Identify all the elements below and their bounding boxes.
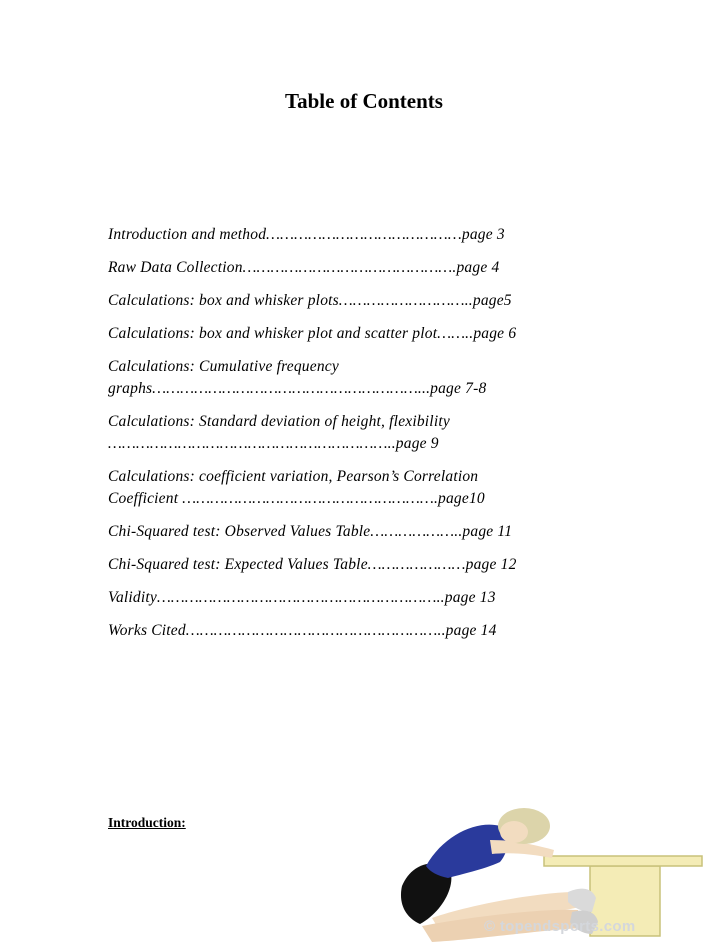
- toc-entry-text: Calculations: Standard deviation of height, flexibility: [108, 413, 450, 430]
- toc-entry-coefficient-variation[interactable]: [108, 466, 628, 510]
- table-of-contents: [108, 224, 628, 642]
- toc-entry-text: Chi-Squared test: Expected Values Table…………………page 12: [108, 556, 517, 573]
- toc-entry-introduction[interactable]: [108, 224, 628, 246]
- toc-entry-text: Calculations: box and whisker plots………………………..page5: [108, 292, 512, 309]
- toc-entry-text: Chi-Squared test: Observed Values Table………………..page 11: [108, 523, 513, 540]
- toc-entry-text: Calculations: box and whisker plot and scatter plot……..page 6: [108, 325, 517, 342]
- toc-entry-text: Introduction and method……………………………………page 3: [108, 226, 505, 243]
- toc-entry-text: Validity……………………………………………………..page 13: [108, 589, 496, 606]
- toc-entry-box-whisker-scatter[interactable]: [108, 323, 628, 345]
- toc-entry-box-whisker[interactable]: [108, 290, 628, 312]
- toc-entry-standard-deviation[interactable]: [108, 411, 628, 455]
- watermark: © topendsports.com: [484, 918, 636, 935]
- page-title: Table of Contents: [285, 89, 443, 113]
- toc-entry-text: ……………………………………………………..page 9: [108, 435, 439, 452]
- toc-entry-expected-values[interactable]: [108, 554, 628, 576]
- toc-entry-text: Calculations: Cumulative frequency: [108, 358, 339, 375]
- toc-entry-cumulative-frequency[interactable]: [108, 356, 628, 400]
- toc-entry-raw-data[interactable]: [108, 257, 628, 279]
- toc-entry-text: graphs…………………………………………………...page 7-8: [108, 380, 487, 397]
- toc-entry-text: Calculations: coefficient variation, Pearson’s Correlation: [108, 468, 479, 485]
- toc-entry-observed-values[interactable]: [108, 521, 628, 543]
- introduction-heading: Introduction:: [108, 815, 186, 830]
- toc-entry-works-cited[interactable]: [108, 620, 628, 642]
- head: [498, 808, 550, 844]
- toc-entry-text: Raw Data Collection……………………………………….page 4: [108, 259, 500, 276]
- toc-entry-validity[interactable]: [108, 587, 628, 609]
- toc-entry-text: Coefficient ……………………………………………….page10: [108, 490, 485, 507]
- toc-entry-text: Works Cited………………………………………………..page 14: [108, 622, 497, 639]
